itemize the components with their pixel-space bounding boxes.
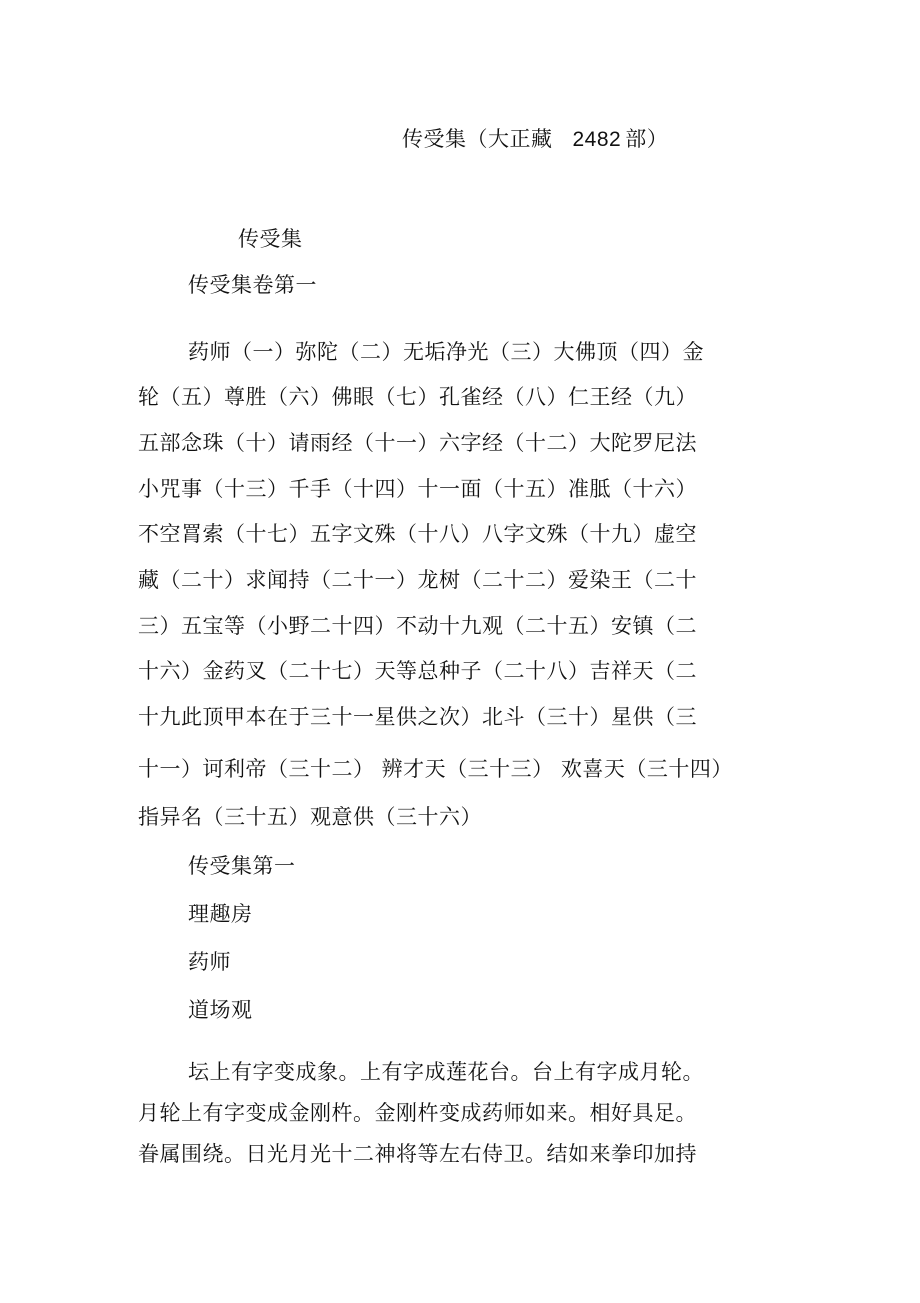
body-line: 坛上有字变成象。上有字成莲花台。台上有字成月轮。 bbox=[188, 1060, 704, 1084]
contents-line: 药师（一）弥陀（二）无垢净光（三）大佛顶（四）金 bbox=[188, 340, 704, 364]
title-suffix: 部） bbox=[625, 127, 669, 151]
subsection-heading: 道场观 bbox=[188, 998, 253, 1022]
subsection-heading: 理趣房 bbox=[188, 902, 253, 926]
work-name-heading: 传受集 bbox=[238, 227, 303, 251]
section-heading: 传受集第一 bbox=[188, 854, 296, 878]
contents-line: 轮（五）尊胜（六）佛眼（七）孔雀经（八）仁王经（九） bbox=[138, 385, 697, 409]
body-line: 月轮上有字变成金刚杵。金刚杵变成药师如来。相好具足。 bbox=[138, 1101, 697, 1125]
contents-line: 五部念珠（十）请雨经（十一）六字经（十二）大陀罗尼法 bbox=[138, 431, 697, 455]
volume-heading: 传受集卷第一 bbox=[188, 273, 317, 297]
subsection-heading: 药师 bbox=[188, 950, 231, 974]
contents-line: 三）五宝等（小野二十四）不动十九观（二十五）安镇（二 bbox=[138, 614, 697, 638]
page-title bbox=[402, 126, 668, 153]
contents-line: 十一）诃利帝（三十二） 辨才天（三十三） 欢喜天（三十四） bbox=[138, 757, 733, 781]
title-prefix: 传受集（大正藏 bbox=[402, 127, 553, 151]
contents-line: 十九此顶甲本在于三十一星供之次）北斗（三十）星供（三 bbox=[138, 705, 697, 729]
contents-line: 藏（二十）求闻持（二十一）龙树（二十二）爱染王（二十 bbox=[138, 568, 697, 592]
title-number: 2482 bbox=[572, 128, 622, 151]
contents-line: 指异名（三十五）观意供（三十六） bbox=[138, 805, 482, 829]
body-line: 眷属围绕。日光月光十二神将等左右侍卫。结如来拳印加持 bbox=[138, 1142, 697, 1166]
contents-line: 不空罥索（十七）五字文殊（十八）八字文殊（十九）虚空 bbox=[138, 522, 697, 546]
contents-line: 小咒事（十三）千手（十四）十一面（十五）准胝（十六） bbox=[138, 477, 697, 501]
contents-line: 十六）金药叉（二十七）天等总种子（二十八）吉祥天（二 bbox=[138, 659, 697, 683]
